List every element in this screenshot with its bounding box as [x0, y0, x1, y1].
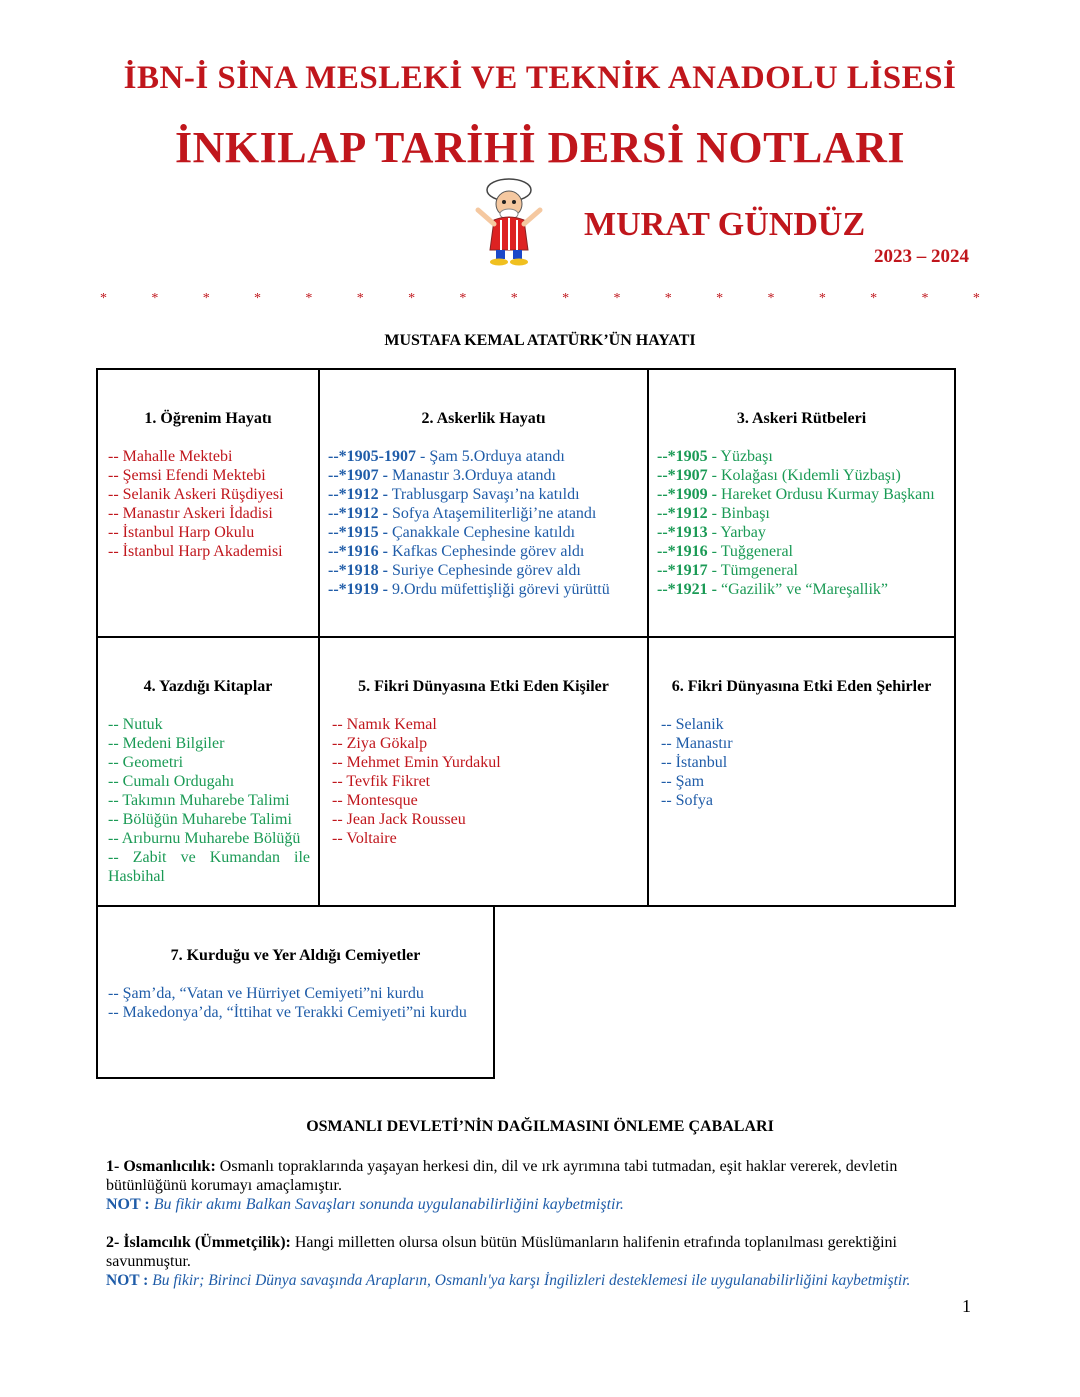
- item-date: --*1912: [657, 505, 708, 522]
- list-item: -- Sofya: [661, 792, 713, 809]
- star-8: *: [510, 291, 518, 306]
- idea-body: Osmanlı topraklarında yaşayan herkesi din, dil ve ırk ayrımına tabi tutmadan, eşit haklar vererek, devletin: [215, 1158, 898, 1175]
- list-item: [657, 504, 946, 523]
- note-label: NOT :: [106, 1272, 149, 1289]
- star-9: *: [562, 291, 570, 306]
- box-items: [108, 984, 485, 1022]
- box-kisiler: [318, 636, 649, 907]
- box-title: 1. Öğrenim Hayatı: [144, 410, 272, 427]
- item-text: - Kolağası (Kıdemli Yüzbaşı): [707, 467, 901, 484]
- list-item: -- Bölüğün Muharebe Talimi: [108, 811, 292, 828]
- list-item: -- Tevfik Fikret: [332, 773, 431, 790]
- list-item: -- Montesque: [332, 792, 418, 809]
- item-text: - Binbaşı: [707, 505, 770, 522]
- item-date: --*1917: [657, 562, 708, 579]
- list-item: -- Mehmet Emin Yurdakul: [332, 754, 501, 771]
- item-date: --*1916 -: [328, 543, 388, 560]
- box-title: 7. Kurduğu ve Yer Aldığı Cemiyetler: [170, 947, 421, 964]
- box-kitaplar: [96, 636, 320, 907]
- item-date: --*1907 -: [328, 467, 388, 484]
- mascot-illustration: [468, 176, 550, 266]
- star-12: *: [716, 291, 724, 306]
- list-item: -- Arıburnu Muharebe Bölüğü: [108, 830, 301, 847]
- idea-body: Hangi milletten olursa olsun bütün Müslümanların halifenin etrafında toplanılması gerektiğini: [290, 1234, 897, 1251]
- page-title: İNKILAP TARİHİ DERSİ NOTLARI: [175, 123, 905, 172]
- item-text: Trablusgarp Savaşı’na katıldı: [387, 486, 580, 503]
- list-item: [328, 504, 639, 523]
- box-items: [657, 447, 946, 599]
- item-text: 9.Ordu müfettişliği görevi yürüttü: [387, 581, 610, 598]
- list-item: -- Voltaire: [332, 830, 397, 847]
- item-date: --*1913: [657, 524, 708, 541]
- list-item: [328, 580, 639, 599]
- box-cemiyetler: [96, 905, 495, 1079]
- list-item: -- Cumalı Ordugahı: [108, 773, 235, 790]
- box-items: [328, 447, 639, 599]
- note-text: Bu fikir; Birinci Dünya savaşında Arapların, Osmanlı'ya karşı İngilizleri desteklemesi ile uygulanabilirliğini kaybetmiştir.: [148, 1272, 911, 1289]
- list-item: -- Şam: [661, 773, 705, 790]
- item-date: --*1912 -: [328, 486, 388, 503]
- star-3: *: [254, 291, 262, 306]
- idea-islamcilik: [106, 1233, 976, 1290]
- list-item: -- Şemsi Efendi Mektebi: [108, 467, 266, 484]
- box-sehirler: [647, 636, 956, 907]
- star-16: *: [921, 291, 929, 306]
- list-item: [657, 523, 946, 542]
- item-text: Çanakkale Cephesine katıldı: [387, 524, 576, 541]
- box-title: 4. Yazdığı Kitaplar: [143, 678, 273, 695]
- list-item: -- İstanbul Harp Okulu: [108, 524, 255, 541]
- section-title-hayati: MUSTAFA KEMAL ATATÜRK’ÜN HAYATI: [384, 332, 696, 349]
- box-items: [332, 715, 639, 848]
- list-item: -- Selanik Askeri Rüşdiyesi: [108, 486, 284, 503]
- star-14: *: [818, 291, 826, 306]
- item-date: --*1907: [657, 467, 708, 484]
- list-item: -- Selanik: [661, 716, 724, 733]
- list-item: [328, 542, 639, 561]
- item-date: --*1909 -: [657, 486, 717, 503]
- idea-head: 2- İslamcılık (Ümmetçilik):: [106, 1234, 291, 1251]
- list-item: [328, 561, 639, 580]
- star-15: *: [870, 291, 878, 306]
- list-item: -- Zabit ve Kumandan ile: [108, 849, 310, 866]
- idea-head: 1- Osmanlıcılık:: [106, 1158, 216, 1175]
- item-text: - Yarbay: [707, 524, 766, 541]
- star-11: *: [664, 291, 672, 306]
- item-text: Kafkas Cephesinde görev aldı: [387, 543, 585, 560]
- item-text: - Tuğgeneral: [707, 543, 793, 560]
- item-text: - Tümgeneral: [707, 562, 798, 579]
- item-text: - Yüzbaşı: [707, 448, 773, 465]
- box-title: 6. Fikri Dünyasına Etki Eden Şehirler: [671, 678, 932, 695]
- school-year: 2023 – 2024: [874, 246, 969, 267]
- item-date: --*1921 -: [657, 581, 717, 598]
- item-text: - Şam 5.Orduya atandı: [415, 448, 565, 465]
- list-item: -- Şam’da, “Vatan ve Hürriyet Cemiyeti”ni kurdu: [108, 985, 424, 1002]
- item-text: “Gazilik” ve “Mareşallik”: [716, 581, 889, 598]
- list-item: -- Makedonya’da, “İttihat ve Terakki Cemiyeti”ni kurdu: [108, 1004, 467, 1021]
- school-name: İBN-İ SİNA MESLEKİ VE TEKNİK ANADOLU LİSESİ: [123, 60, 957, 96]
- item-date: --*1912 -: [328, 505, 388, 522]
- list-item: -- İstanbul Harp Akademisi: [108, 543, 283, 560]
- item-date: --*1916: [657, 543, 708, 560]
- item-text: Sofya Ataşemiliterliği’ne atandı: [387, 505, 597, 522]
- list-item: -- Jean Jack Rousseu: [332, 811, 466, 828]
- star-10: *: [613, 291, 621, 306]
- list-item: -- Medeni Bilgiler: [108, 735, 225, 752]
- list-item: [657, 447, 946, 466]
- page-number: 1: [962, 1296, 971, 1316]
- section-title-osmanli: OSMANLI DEVLETİ’NİN DAĞILMASINI ÖNLEME ÇABALARI: [306, 1118, 774, 1135]
- author-name: MURAT GÜNDÜZ: [584, 206, 866, 243]
- star-17: *: [972, 291, 980, 306]
- list-item: -- Nutuk: [108, 716, 163, 733]
- box-askerlik: [318, 368, 649, 638]
- box-title: 3. Askeri Rütbeleri: [736, 410, 867, 427]
- star-4: *: [305, 291, 313, 306]
- list-item: [328, 523, 639, 542]
- list-item-cont: Hasbihal: [108, 868, 165, 885]
- item-text: Hareket Ordusu Kurmay Başkanı: [716, 486, 935, 503]
- list-item: [657, 466, 946, 485]
- star-5: *: [356, 291, 364, 306]
- star-13: *: [767, 291, 775, 306]
- box-title: 2. Askerlik Hayatı: [421, 410, 546, 427]
- list-item: -- Namık Kemal: [332, 716, 437, 733]
- item-date: --*1919 -: [328, 581, 388, 598]
- list-item: [328, 485, 639, 504]
- box-items: [108, 715, 310, 886]
- note-text: Bu fikir akımı Balkan Savaşları sonunda uygulanabilirliğini kaybetmiştir.: [149, 1196, 624, 1213]
- note-label: NOT :: [106, 1196, 150, 1213]
- idea-body-cont: bütünlüğünü korumayı amaçlamıştır.: [106, 1177, 342, 1194]
- box-items: [661, 715, 946, 810]
- list-item: [328, 447, 639, 466]
- list-item: [328, 466, 639, 485]
- list-item: [657, 580, 946, 599]
- star-6: *: [408, 291, 416, 306]
- item-date: --*1918 -: [328, 562, 388, 579]
- item-text: Suriye Cephesinde görev aldı: [387, 562, 581, 579]
- list-item: -- Takımın Muharebe Talimi: [108, 792, 290, 809]
- star-7: *: [459, 291, 467, 306]
- list-item: -- Manastır: [661, 735, 733, 752]
- list-item: -- Geometri: [108, 754, 184, 771]
- list-item: -- Mahalle Mektebi: [108, 448, 233, 465]
- box-title: 5. Fikri Dünyasına Etki Eden Kişiler: [358, 678, 609, 695]
- star-divider: [100, 291, 980, 307]
- box-items: [108, 447, 310, 561]
- list-item: -- Manastır Askeri İdadisi: [108, 505, 273, 522]
- item-date: --*1905-1907: [328, 448, 416, 465]
- star-1: *: [151, 291, 159, 306]
- list-item: [657, 561, 946, 580]
- list-item: [657, 485, 946, 504]
- star-2: *: [202, 291, 210, 306]
- star-0: *: [100, 291, 107, 306]
- list-item: [657, 542, 946, 561]
- box-ogrenim: [96, 368, 320, 638]
- item-date: --*1915 -: [328, 524, 388, 541]
- idea-body-cont: savunmuştur.: [106, 1253, 191, 1270]
- list-item: -- Ziya Gökalp: [332, 735, 428, 752]
- box-rutbeler: [647, 368, 956, 638]
- item-text: Manastır 3.Orduya atandı: [387, 467, 556, 484]
- list-item: -- İstanbul: [661, 754, 728, 771]
- idea-osmanlicilik: [106, 1157, 976, 1214]
- item-date: --*1905: [657, 448, 708, 465]
